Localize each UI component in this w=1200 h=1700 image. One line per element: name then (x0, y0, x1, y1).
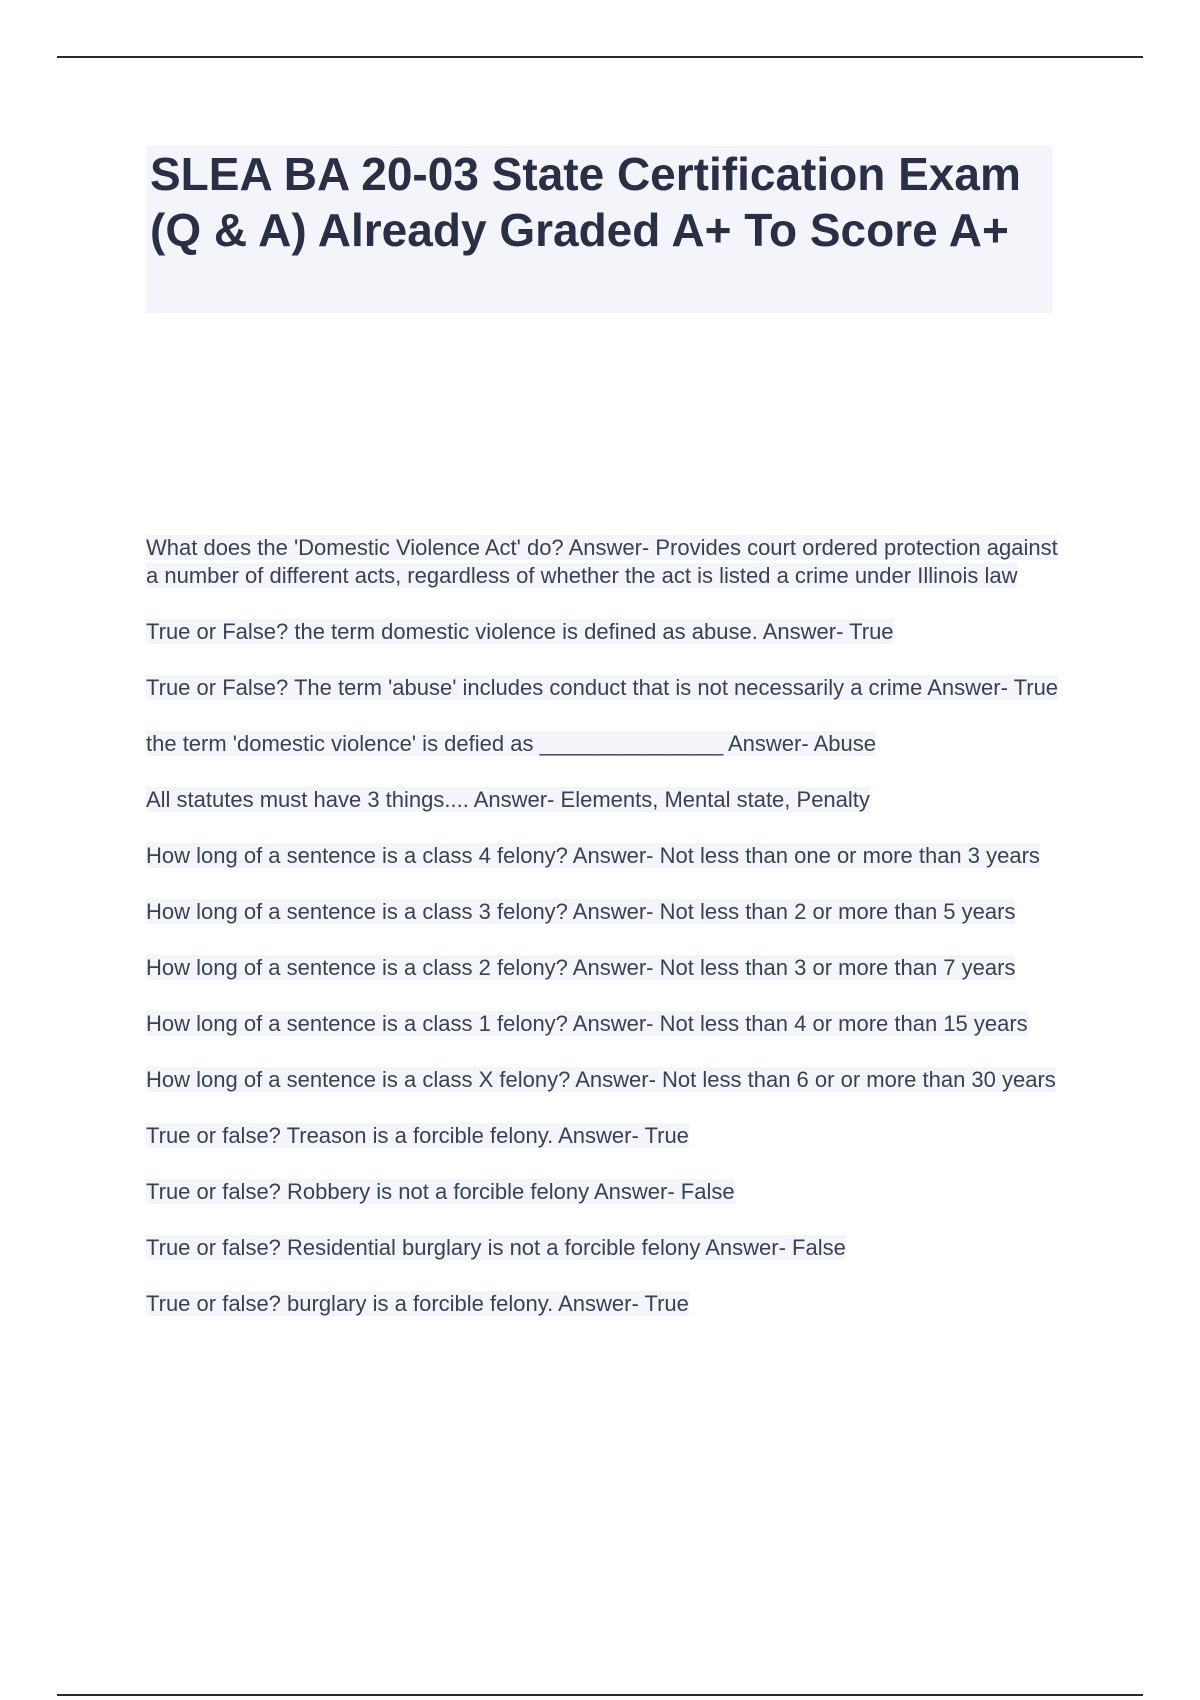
qa-item (146, 898, 1066, 926)
qa-item (146, 1122, 1066, 1150)
top-divider (57, 56, 1143, 58)
qa-text: All statutes must have 3 things.... Answer- Elements, Mental state, Penalty (146, 787, 870, 812)
qa-text: What does the 'Domestic Violence Act' do? Answer- Provides court ordered protection against a number of different acts, regardless of whether the act is listed a crime under Illinois law (146, 535, 1058, 588)
qa-item (146, 1066, 1066, 1094)
qa-item (146, 674, 1066, 702)
qa-item (146, 954, 1066, 982)
qa-item (146, 618, 1066, 646)
qa-item (146, 842, 1066, 870)
qa-text: True or False? the term domestic violence is defined as abuse. Answer- True (146, 619, 894, 644)
qa-text: True or false? Treason is a forcible felony. Answer- True (146, 1123, 689, 1148)
document-title: SLEA BA 20-03 State Certification Exam (Q & A) Already Graded A+ To Score A+ (150, 148, 1021, 256)
qa-text: the term 'domestic violence' is defied as _______________ Answer- Abuse (146, 731, 876, 756)
qa-item (146, 1010, 1066, 1038)
qa-item (146, 1234, 1066, 1262)
qa-text: True or false? Residential burglary is not a forcible felony Answer- False (146, 1235, 846, 1260)
qa-list (146, 534, 1066, 1346)
qa-item (146, 1178, 1066, 1206)
qa-text: How long of a sentence is a class X felony? Answer- Not less than 6 or or more than 30 years (146, 1067, 1056, 1092)
qa-text: How long of a sentence is a class 3 felony? Answer- Not less than 2 or more than 5 years (146, 899, 1016, 924)
qa-text: How long of a sentence is a class 2 felony? Answer- Not less than 3 or more than 7 years (146, 955, 1016, 980)
qa-item (146, 730, 1066, 758)
qa-item (146, 1290, 1066, 1318)
qa-text: How long of a sentence is a class 1 felony? Answer- Not less than 4 or more than 15 years (146, 1011, 1028, 1036)
qa-text: How long of a sentence is a class 4 felony? Answer- Not less than one or more than 3 years (146, 843, 1040, 868)
qa-text: True or false? burglary is a forcible felony. Answer- True (146, 1291, 689, 1316)
bottom-divider (57, 1694, 1143, 1696)
qa-item (146, 534, 1066, 590)
title-block (146, 146, 1053, 313)
qa-text: True or False? The term 'abuse' includes conduct that is not necessarily a crime Answer- True (146, 675, 1059, 700)
qa-item (146, 786, 1066, 814)
qa-text: True or false? Robbery is not a forcible felony Answer- False (146, 1179, 735, 1204)
